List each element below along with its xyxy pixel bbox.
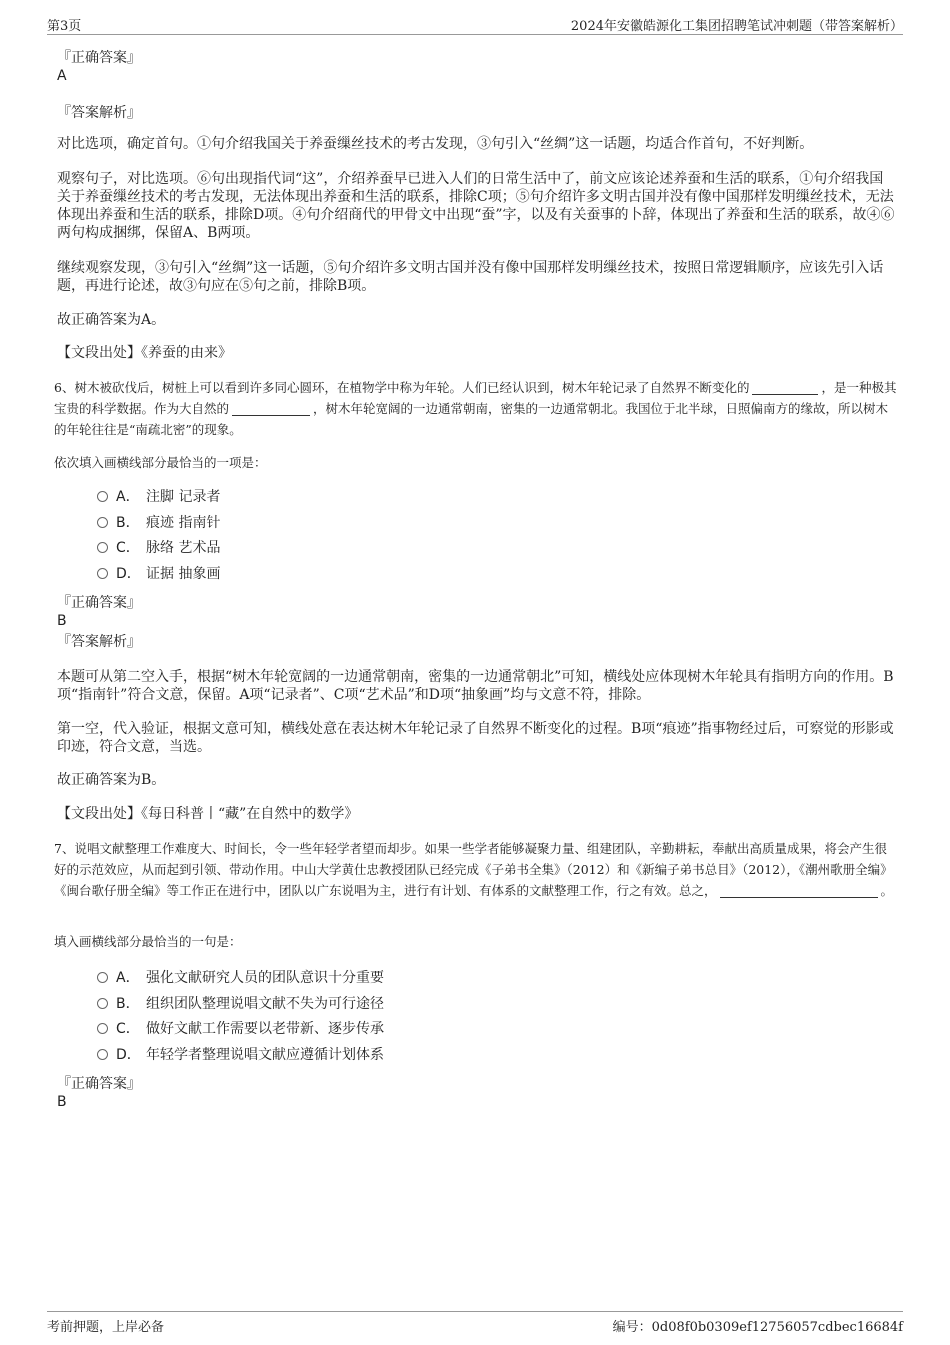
page-header bbox=[47, 12, 903, 35]
q7-blank bbox=[720, 883, 878, 898]
option-key: A． bbox=[116, 489, 140, 505]
q5-source: 【文段出处】《养蚕的由来》 bbox=[57, 345, 232, 361]
q6-blank-2 bbox=[232, 401, 310, 416]
q6-option-c[interactable] bbox=[97, 539, 220, 557]
option-text: 脉络 艺术品 bbox=[146, 540, 221, 556]
q6-option-b[interactable] bbox=[97, 514, 220, 532]
q6-stem-part3: ，树木年轮宽阔的一边通常朝南，密集的一边通常朝北。我国位于北半球，日照偏南方的缘故，所以树木的年轮往往是“南疏北密”的现象。 bbox=[54, 401, 889, 437]
option-key: D． bbox=[116, 1047, 141, 1063]
q7-answer: B bbox=[57, 1094, 67, 1110]
document-id: 编号：0d08f0b0309ef12756057cdbec16684f bbox=[612, 1320, 903, 1335]
q6-analysis-label: 『答案解析』 bbox=[57, 634, 141, 650]
page-footer bbox=[47, 1311, 903, 1336]
option-text: 注脚 记录者 bbox=[146, 489, 221, 505]
q7-stem-text: 7、说唱文献整理工作难度大、时间长，令一些年轻学者望而却步。如果一些学者能够凝聚力量、组建团队，辛勤耕耘，奉献出高质量成果，将会产生很好的示范效应，从而起到引领、带动作用。中山大学黄仕忠教授团队已经完成《子弟书全集》（2012）和《新编子弟书总目》（2012），《潮州歌册全编》《闽台歌仔册全编》等工作正在进行中，团队以广东说唱为主，进行有计划、有体系的文献整理工作，行之有效。总之， bbox=[54, 841, 893, 898]
q5-analysis-p4: 故正确答案为A。 bbox=[57, 312, 166, 328]
q6-analysis-p2: 第一空，代入验证，根据文意可知，横线处意在表达树木年轮记录了自然界不断变化的过程。B项“痕迹”指事物经过后，可察觉的形影或印迹，符合文意，当选。 bbox=[57, 721, 894, 755]
q5-answer: A bbox=[57, 68, 67, 84]
q6-answer-label: 『正确答案』 bbox=[57, 595, 141, 611]
radio-icon[interactable] bbox=[97, 517, 108, 528]
q5-analysis-p2: 观察句子，对比选项。⑥句出现指代词“这”，介绍养蚕早已进入人们的日常生活中了，前文应该论述养蚕和生活的联系，①句介绍我国关于养蚕缫丝技术的考古发现，无法体现出养蚕和生活的联系，排除C项；⑤句介绍许多文明古国并没有像中国那样发明缫丝技术，无法体现出养蚕和生活的联系，排除D项。④句介绍商代的甲骨文中出现“蚕”字，以及有关蚕事的卜辞，体现出了养蚕和生活的联系，故④⑥两句构成捆绑，保留A、B两项。 bbox=[57, 171, 895, 241]
q6-source: 【文段出处】《每日科普丨“藏”在自然中的数学》 bbox=[57, 806, 359, 822]
option-key: B． bbox=[116, 996, 140, 1012]
option-text: 强化文献研究人员的团队意识十分重要 bbox=[146, 970, 384, 986]
radio-icon[interactable] bbox=[97, 1049, 108, 1060]
option-key: B． bbox=[116, 515, 140, 531]
q6-stem-part1: 6、树木被砍伐后，树桩上可以看到许多同心圆环，在植物学中称为年轮。人们已经认识到，树木年轮记录了自然界不断变化的 bbox=[54, 380, 750, 395]
q7-prompt: 填入画横线部分最恰当的一句是： bbox=[54, 934, 242, 949]
option-text: 痕迹 指南针 bbox=[146, 515, 221, 531]
q6-option-d[interactable] bbox=[97, 565, 220, 583]
radio-icon[interactable] bbox=[97, 542, 108, 553]
q6-analysis-p3: 故正确答案为B。 bbox=[57, 772, 166, 788]
q5-analysis-p1: 对比选项，确定首句。①句介绍我国关于养蚕缫丝技术的考古发现，③句引入“丝绸”这一话题，均适合作首句，不好判断。 bbox=[57, 136, 814, 152]
q6-option-a[interactable] bbox=[97, 488, 220, 506]
q6-answer: B bbox=[57, 613, 67, 629]
option-text: 证据 抽象画 bbox=[146, 566, 221, 582]
q5-analysis-p3: 继续观察发现，③句引入“丝绸”这一话题，⑤句介绍许多文明古国并没有像中国那样发明缫丝技术，按照日常逻辑顺序，应该先引入话题，再进行论述，故③句应在⑤句之前，排除B项。 bbox=[57, 260, 884, 294]
q6-blank-1 bbox=[752, 380, 818, 395]
radio-icon[interactable] bbox=[97, 1023, 108, 1034]
option-text: 做好文献工作需要以老带新、逐步传承 bbox=[146, 1021, 384, 1037]
radio-icon[interactable] bbox=[97, 568, 108, 579]
radio-icon[interactable] bbox=[97, 491, 108, 502]
q7-answer-label: 『正确答案』 bbox=[57, 1076, 141, 1092]
q7-option-a[interactable] bbox=[97, 969, 384, 987]
page-number: 第3页 bbox=[47, 19, 82, 34]
q7-option-b[interactable] bbox=[97, 995, 384, 1013]
option-text: 年轻学者整理说唱文献应遵循计划体系 bbox=[146, 1047, 384, 1063]
q5-analysis-label: 『答案解析』 bbox=[57, 105, 141, 121]
option-key: A． bbox=[116, 970, 140, 986]
q6-stem-part2: ，是一种极其宝贵的科学数据。作为大自然的 bbox=[54, 380, 897, 416]
q5-answer-label: 『正确答案』 bbox=[57, 50, 141, 66]
option-text: 组织团队整理说唱文献不失为可行途径 bbox=[146, 996, 384, 1012]
q6-prompt: 依次填入画横线部分最恰当的一项是： bbox=[54, 455, 267, 470]
option-key: C． bbox=[116, 1021, 140, 1037]
radio-icon[interactable] bbox=[97, 972, 108, 983]
q7-option-c[interactable] bbox=[97, 1020, 384, 1038]
q7-stem bbox=[54, 838, 897, 901]
q6-analysis-p1: 本题可从第二空入手，根据“树木年轮宽阔的一边通常朝南，密集的一边通常朝北”可知，横线处应体现树木年轮具有指明方向的作用。B项“指南针”符合文意，保留。A项“记录者”、C项“艺术品”和D项“抽象画”均与文意不符，排除。 bbox=[57, 669, 894, 703]
option-key: C． bbox=[116, 540, 140, 556]
document-title: 2024年安徽皓源化工集团招聘笔试冲刺题（带答案解析） bbox=[570, 19, 903, 34]
option-key: D． bbox=[116, 566, 141, 582]
q7-option-d[interactable] bbox=[97, 1046, 384, 1064]
q6-stem bbox=[54, 377, 897, 440]
footer-slogan: 考前押题，上岸必备 bbox=[47, 1320, 165, 1335]
q7-stem-end: 。 bbox=[880, 883, 894, 898]
radio-icon[interactable] bbox=[97, 998, 108, 1009]
